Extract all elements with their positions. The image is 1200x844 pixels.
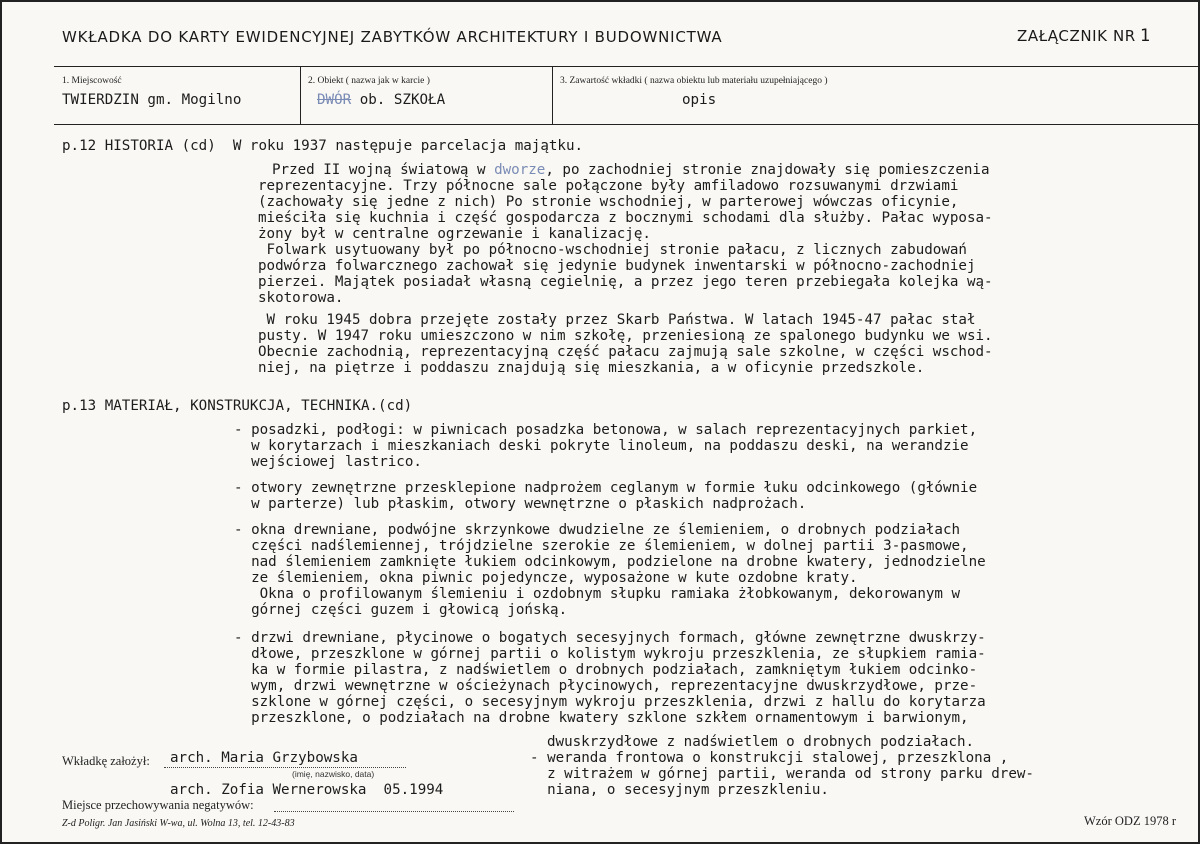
text-line: skotorowa.: [258, 290, 344, 306]
second-author: arch. Zofia Wernerowska 05.1994: [170, 782, 444, 798]
text-line: dłowe, przeszklone w górnej partii o kolistym wykroju przeszklenia, ze słupkiem ramia-: [234, 646, 986, 662]
field-1-value: TWIERDZIN gm. Mogilno: [62, 92, 242, 108]
text-line: niej, na piętrze i poddaszu znajdują się mieszkania, a w oficynie przedszkole.: [258, 360, 925, 376]
text-line: pusty. W 1947 roku umieszczono w nim szkołę, przeniesioną ze spalonego budynku we wsi.: [258, 328, 993, 344]
text-line: - weranda frontowa o konstrukcji stalowej, przeszklona ,: [530, 750, 1009, 766]
text-line: W roku 1945 dobra przejęte zostały przez Skarb Państwa. W latach 1945-47 pałac stał: [258, 312, 976, 328]
field-1-label: 1. Miejscowość: [62, 76, 122, 86]
text-line: - posadzki, podłogi: w piwnicach posadzka betonowa, w salach reprezentacyjnych parkiet,: [234, 422, 978, 438]
text-line: w korytarzach i mieszkaniach deski pokryte linoleum, na poddaszu deski, na werandzie: [234, 438, 969, 454]
text-line: górnej części guzem i głowicą jońską.: [234, 602, 568, 618]
field-2-value: [317, 92, 445, 108]
attachment-value: 1: [1139, 26, 1151, 46]
text-line: dwuskrzydłowe z nadświetlem o drobnych podziałach.: [547, 734, 975, 750]
negatives-dotted-line: [274, 811, 514, 812]
field-divider-1: [300, 66, 301, 124]
field-3-label: 3. Zawartość wkładki ( nazwa obiektu lub materiału uzupełniającego ): [560, 76, 828, 86]
text-line: Okna o profilowanym ślemieniu i ozdobnym słupku ramiaka żłobkowanym, dekorowanym w: [234, 586, 961, 602]
text-fragment: Przed II wojną światową w: [272, 162, 495, 178]
text-line: (zachowały się jedne z nich) Po stronie wschodniej, w parterowej wówczas oficynie,: [258, 194, 959, 210]
printer-note: Z-d Poligr. Jan Jasiński W-wa, ul. Wolna 13, tel. 12-43-83: [62, 818, 295, 829]
text-line: - okna drewniane, podwójne skrzynkowe dwudzielne ze ślemieniem, o drobnych podziałach: [234, 522, 961, 538]
text-line: szklone w górnej części, o secesyjnym wykroju przeszklenia, drzwi z hallu do korytarza: [234, 694, 986, 710]
text-line: - drzwi drewniane, płycinowe o bogatych secesyjnych formach, główne zewnętrzne dwuskrzy-: [234, 630, 986, 646]
handwritten-insert: dworze: [494, 162, 546, 178]
attachment-number: [1017, 26, 1151, 46]
model-note: Wzór ODZ 1978 r: [1084, 814, 1176, 828]
field-3-value: opis: [682, 92, 717, 108]
text-line: reprezentacyjne. Trzy północne sale połączone były amfiladowo rozsuwanymi drzwiami: [258, 178, 959, 194]
header-top-rule: [54, 66, 1199, 67]
text-line: z witrażem w górnej partii, weranda od strony parku drew-: [530, 766, 1034, 782]
text-line: wejściowej lastrico.: [234, 454, 422, 470]
text-fragment: , po zachodniej stronie znajdowały się pomieszczenia: [545, 162, 990, 178]
card-title: WKŁADKA DO KARTY EWIDENCYJNEJ ZABYTKÓW ARCHITEKTURY I BUDOWNICTWA: [62, 28, 723, 46]
text-line: Folwark usytuowany był po północno-wschodniej stronie pałacu, z licznych zabudowań: [258, 242, 967, 258]
text-line: części nadślemiennej, trójdzielne szerokie ze ślemieniem, w dolnej partii 3-pasmowe,: [234, 538, 969, 554]
field-2-label: 2. Obiekt ( nazwa jak w karcie ): [308, 76, 430, 86]
field-divider-2: [552, 66, 553, 124]
field-2-text: ob. SZKOŁA: [351, 92, 446, 108]
attachment-label: ZAŁĄCZNIK NR: [1017, 27, 1136, 45]
founded-hint: (imię, nazwisko, data): [292, 769, 375, 779]
text-line: niana, o secesyjnym przeszkleniu.: [530, 782, 829, 798]
text-line: Obecnie zachodnią, reprezentacyjną część pałacu zajmują sale szkolne, w części wschod-: [258, 344, 993, 360]
text-line: p.12 HISTORIA (cd) W roku 1937 następuje parcelacja majątku.: [62, 138, 584, 154]
text-line: przeszklone, o podziałach na drobne kwatery szklone szkłem ornamentowym i barwionym,: [234, 710, 969, 726]
text-line: pierzei. Majątek posiadał własną cegielnię, a przez jego teren przebiegała kolejka wą-: [258, 274, 993, 290]
section-heading: p.13 MATERIAŁ, KONSTRUKCJA, TECHNIKA.(cd): [62, 398, 413, 414]
text-line: wym, drzwi wewnętrzne w ościeżynach płycinowych, reprezentacyjne dwuskrzydłowe, prze-: [234, 678, 978, 694]
text-line: nad ślemieniem zamknięte łukiem odcinkowym, podzielone na drobne kwatery, jednodzielne: [234, 554, 986, 570]
text-line: ka w formie pilastra, z nadświetlem o drobnych podziałach, zamkniętym łukiem odcinko-: [234, 662, 978, 678]
text-line: żony był w centralne ogrzewanie i kanalizację.: [258, 226, 651, 242]
text-line: mieściła się kuchnia i część gospodarcza z bocznymi schodami dla służby. Pałac wyposa-: [258, 210, 993, 226]
text-line: ze ślemieniem, okna piwnic pojedyncze, wyposażone w kute ozdobne kraty.: [234, 570, 858, 586]
text-line: w parterze) lub płaskim, otwory wewnętrzne o płaskich nadprożach.: [234, 496, 807, 512]
founded-value: arch. Maria Grzybowska: [170, 750, 358, 766]
founded-label: Wkładkę założył:: [62, 754, 150, 768]
text-line: [272, 162, 990, 178]
founded-dotted-line: [164, 767, 406, 768]
text-line: podwórza folwarcznego zachował się jedynie budynek inwentarski w północno-zachodniej: [258, 258, 976, 274]
header-bottom-rule: [54, 124, 1199, 125]
text-line: - otwory zewnętrzne przesklepione nadprożem ceglanym w formie łuku odcinkowego (głównie: [234, 480, 978, 496]
field-2-struck-text: DWÓR: [317, 92, 352, 108]
negatives-label: Miejsce przechowywania negatywów:: [62, 798, 254, 812]
